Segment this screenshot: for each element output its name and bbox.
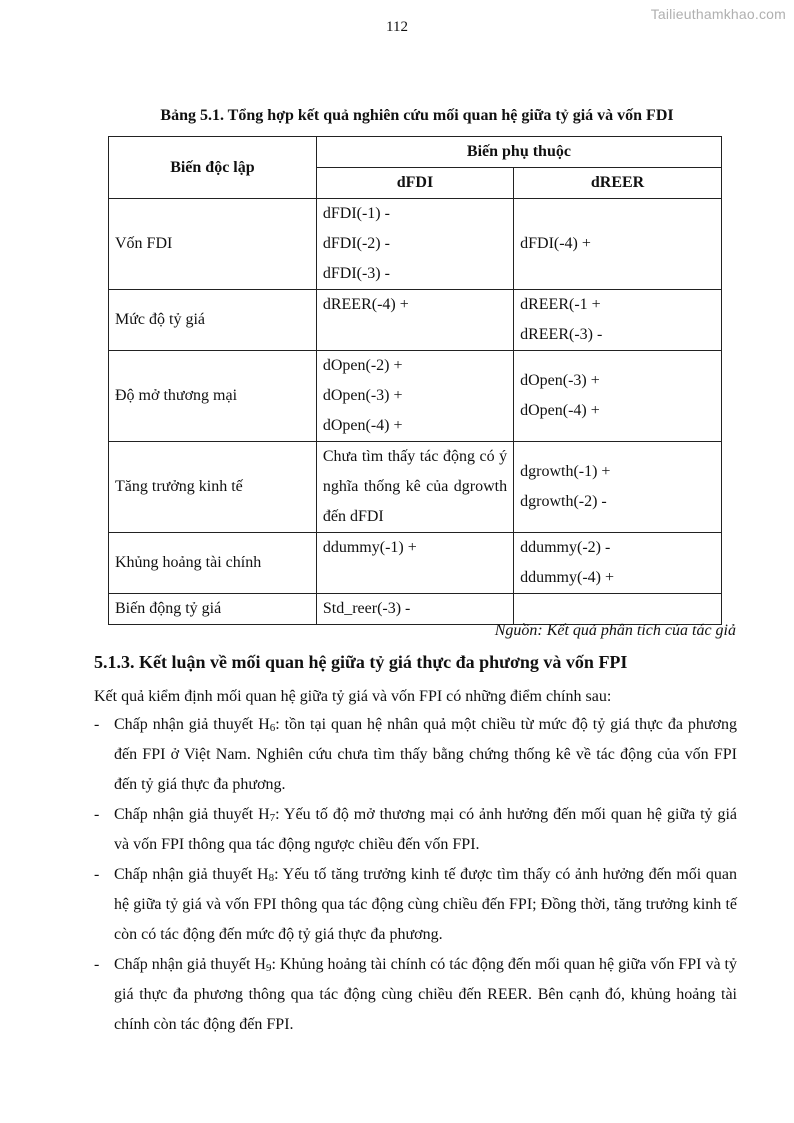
hypothesis-subscript: 9 [265,962,272,974]
cell-line: dgrowth(-1) + [520,463,611,480]
cell-line: dFDI(-1) - [322,205,390,222]
header-dependent-variable: Biến phụ thuộc [316,137,721,168]
intro-paragraph: Kết quả kiểm định mối quan hệ giữa tỷ giá và vốn FPI có những điểm chính sau: [94,688,612,705]
hypothesis-prefix: Chấp nhận giả thuyết H [114,806,270,823]
table-row [109,442,722,533]
cell-line: dREER(-3) - [520,326,603,343]
row-label: Biến động tỷ giá [109,594,317,625]
hypothesis-prefix: Chấp nhận giả thuyết H [114,716,270,733]
cell-line: dFDI(-2) - [322,235,390,252]
dfdi-cell: Chưa tìm thấy tác động có ý nghĩa thống kê của dgrowth đến dFDI [316,442,513,533]
hypothesis-subscript: 7 [269,812,276,824]
dfdi-cell [316,199,513,290]
table-row [109,594,722,625]
hypothesis-subscript: 8 [268,872,275,884]
cell-line: dOpen(-4) + [520,402,600,419]
dfdi-cell [316,533,513,594]
hypothesis-text: : tồn tại quan hệ nhân quả một chiều từ mức độ tỷ giá thực đa phương đến FPI ở Việt Nam. Nghiên cứu chưa tìm thấy bằng chứng thống kê về tác động của vốn FPI đến tỷ giá thực đa phương. [114,716,738,793]
dash-bullet: - [94,716,100,733]
list-item [94,800,737,860]
row-label: Tăng trưởng kinh tế [109,442,317,533]
source-note: Nguồn: Kết quả phân tích của tác giả [494,622,736,639]
cell-line: dFDI(-4) + [520,235,591,252]
cell-line: ddummy(-1) + [322,539,417,556]
cell-line: ddummy(-2) - [520,539,611,556]
cell-line: dgrowth(-2) - [520,493,607,510]
watermark: Tailieuthamkhao.com [650,6,786,22]
dreer-cell [514,533,722,594]
dash-bullet: - [94,806,100,823]
row-label: Khủng hoảng tài chính [109,533,317,594]
table-caption: Bảng 5.1. Tổng hợp kết quả nghiên cứu mối quan hệ giữa tỷ giá và vốn FDI [160,107,674,124]
dash-bullet: - [94,956,100,973]
table-row [109,290,722,351]
cell-line: dREER(-1 + [520,296,601,313]
table-row [109,533,722,594]
cell-line: dOpen(-3) + [520,372,600,389]
list-item [94,950,737,1040]
cell-line: dREER(-4) + [322,296,409,313]
findings-list [94,710,737,1040]
dfdi-cell [316,351,513,442]
cell-line: dOpen(-3) + [322,387,403,404]
header-dreer: dREER [514,168,722,199]
dreer-cell [514,290,722,351]
cell-line: dOpen(-2) + [322,357,403,374]
cell-line: dFDI(-3) - [322,265,390,282]
hypothesis-prefix: Chấp nhận giả thuyết H [114,866,269,883]
results-table [108,136,722,625]
list-item [94,710,737,800]
cell-line: Std_reer(-3) - [322,600,411,617]
table-row [109,351,722,442]
table-row [109,199,722,290]
dfdi-cell [316,594,513,625]
dreer-cell [514,351,722,442]
hypothesis-subscript: 6 [269,722,276,734]
list-item [94,860,737,950]
row-label: Mức độ tỷ giá [109,290,317,351]
section-heading: 5.1.3. Kết luận về mối quan hệ giữa tỷ giá thực đa phương và vốn FPI [94,652,628,672]
dreer-cell [514,199,722,290]
hypothesis-prefix: Chấp nhận giả thuyết H [114,956,266,973]
dash-bullet: - [94,866,100,883]
cell-line: dOpen(-4) + [322,417,403,434]
hypothesis-text: : Yếu tố độ mở thương mại có ảnh hưởng đến mối quan hệ giữa tỷ giá và vốn FPI thông qua tác động ngược chiều đến vốn FPI. [114,806,737,853]
header-dfdi: dFDI [316,168,513,199]
dreer-cell [514,442,722,533]
page-number: 112 [386,19,408,35]
hypothesis-text: : Khủng hoảng tài chính có tác động đến mối quan hệ giữa vốn FPI và tỷ giá thực đa phương thông qua tác động cùng chiều đến REER. Bên cạnh đó, khủng hoảng tài chính còn tác động đến FPI. [114,956,737,1033]
hypothesis-text: : Yếu tố tăng trưởng kinh tế được tìm thấy có ảnh hưởng đến mối quan hệ giữa tỷ giá và vốn FPI thông qua tác động cùng chiều đến FPI; Đồng thời, tăng trưởng kinh tế còn có tác động đến mức độ tỷ giá thực đa phương. [114,866,738,943]
cell-line: ddummy(-4) + [520,569,615,586]
row-label: Vốn FDI [109,199,317,290]
dfdi-cell [316,290,513,351]
header-independent-variable: Biến độc lập [109,137,317,199]
row-label: Độ mở thương mại [109,351,317,442]
dreer-cell-empty [514,594,722,625]
